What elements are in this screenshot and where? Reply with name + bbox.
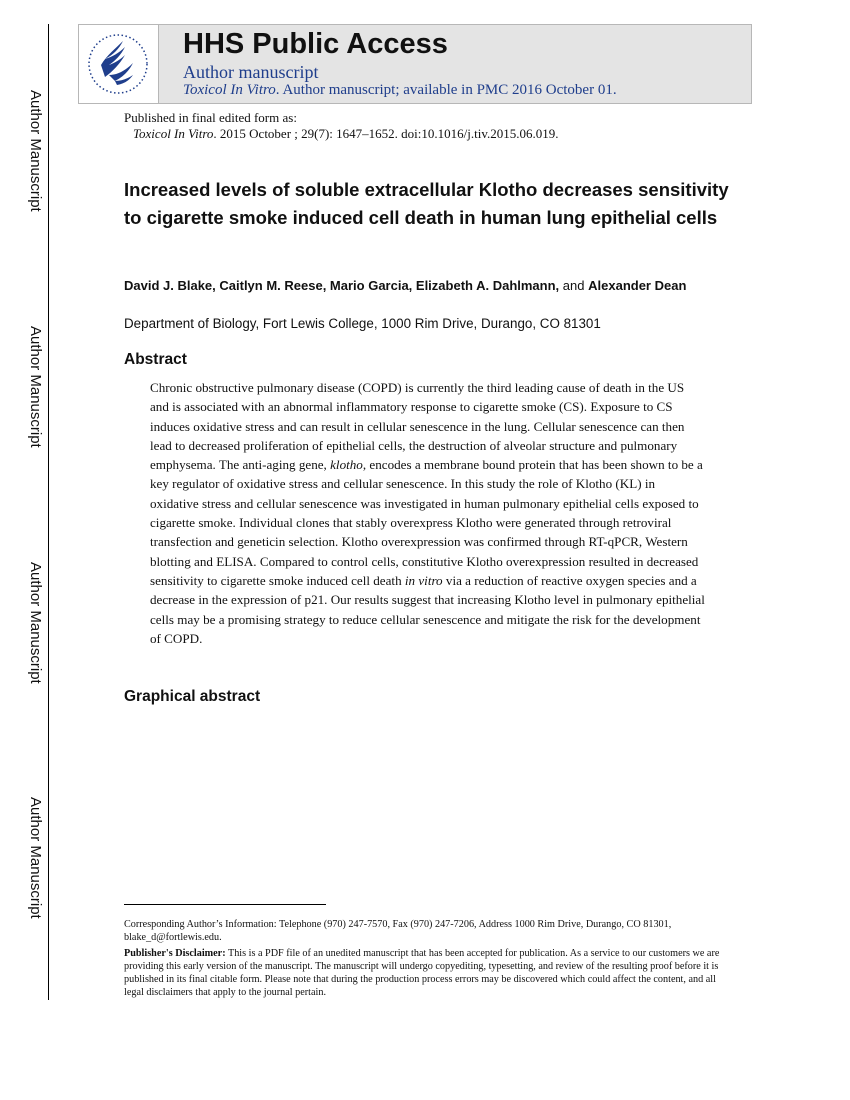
side-label-author-manuscript: Author Manuscript <box>27 797 44 919</box>
availability-line <box>183 82 617 99</box>
abstract-in-vitro-term: in vitro <box>404 572 443 588</box>
article-title: Increased levels of soluble extracellular Klotho decreases sensitivity to cigarette smoke induced cell death in human lung epithelial cells <box>124 179 729 228</box>
author-list <box>124 277 724 295</box>
side-label-author-manuscript: Author Manuscript <box>27 90 44 212</box>
citation-details: . 2015 October ; 29(7): 1647–1652. doi:10.1016/j.tiv.2015.06.019. <box>213 126 559 141</box>
abstract-body <box>150 378 705 648</box>
side-label-author-manuscript: Author Manuscript <box>27 562 44 684</box>
availability-text: . Author manuscript; available in PMC 2016 October 01. <box>275 82 617 98</box>
abstract-text: via a reduction of reactive oxygen species and a decrease in the expression of p21. Our results suggest that increasing Klotho level in pulmonary epithelial cells may be a promising strategy to reduce cellular senescence and mitigate the risk for the development of COPD. <box>150 572 705 646</box>
corresponding-author-footnote: Corresponding Author’s Information: Telephone (970) 247-7570, Fax (970) 247-7206, Address 1000 Rim Drive, Durango, CO 81301, blake_d@fortlewis.edu. <box>124 919 672 943</box>
publisher-disclaimer <box>124 947 734 999</box>
hhs-title: HHS Public Access <box>183 28 448 60</box>
graphical-abstract-heading: Graphical abstract <box>124 688 261 705</box>
citation-journal: Toxicol In Vitro <box>133 126 214 141</box>
journal-name: Toxicol In Vitro <box>183 82 276 98</box>
author-manuscript-label: Author manuscript <box>183 62 319 82</box>
disclaimer-label: Publisher's Disclaimer: <box>124 948 226 959</box>
abstract-text: , encodes a membrane bound protein that has been shown to be a key regulator of oxidative stress and cellular senescence. In this study the role of Klotho (KL) in oxidative stress and cellular senescence was investigated in human pulmonary epithelial cells exposed to cigarette smoke. Individual clones that stably overexpress Klotho were generated through retroviral transfection and geneticin selection. Klotho overexpression was confirmed through RT-qPCR, Western blotting and ELISA. Compared to control cells, constitutive Klotho overexpression resulted in decreased sensitivity to cigarette smoke induced cell death <box>150 457 703 588</box>
affiliation: Department of Biology, Fort Lewis College, 1000 Rim Drive, Durango, CO 81301 <box>124 316 601 331</box>
disclaimer-text: This is a PDF file of an unedited manuscript that has been accepted for publication. As a service to our customers we are providing this early version of the manuscript. The manuscript will undergo copyediting, typesetting, and review of the resulting proof before it is published in its final citable form. Please note that during the production process errors may be discovered which could affect the content, and all legal disclaimers that apply to the journal pertain. <box>124 948 720 998</box>
abstract-gene-term: klotho <box>330 457 363 473</box>
abstract-text: Chronic obstructive pulmonary disease (COPD) is currently the third leading cause of death in the US and is associated with an abnormal inflammatory response to cigarette smoke (CS). Exposure to CS induces oxidative stress and can result in cellular senescence in the lung. Cellular senescence can then lead to decreased proliferation of epithelial cells, the destruction of alveolar structure and pulmonary emphysema. The anti-aging gene, <box>150 380 685 473</box>
footnote-rule <box>124 904 326 905</box>
hhs-eagle-logo-icon <box>79 25 159 103</box>
authors-conjunction: and <box>562 278 585 293</box>
published-label: Published in final edited form as: <box>124 110 297 125</box>
citation <box>133 126 558 142</box>
authors-names: David J. Blake, Caitlyn M. Reese, Mario Garcia, Elizabeth A. Dahlmann, <box>124 278 560 293</box>
margin-rule <box>48 24 49 1000</box>
authors-last: Alexander Dean <box>588 278 687 293</box>
side-label-author-manuscript: Author Manuscript <box>27 326 44 448</box>
hhs-header <box>78 24 752 104</box>
abstract-heading: Abstract <box>124 351 187 368</box>
